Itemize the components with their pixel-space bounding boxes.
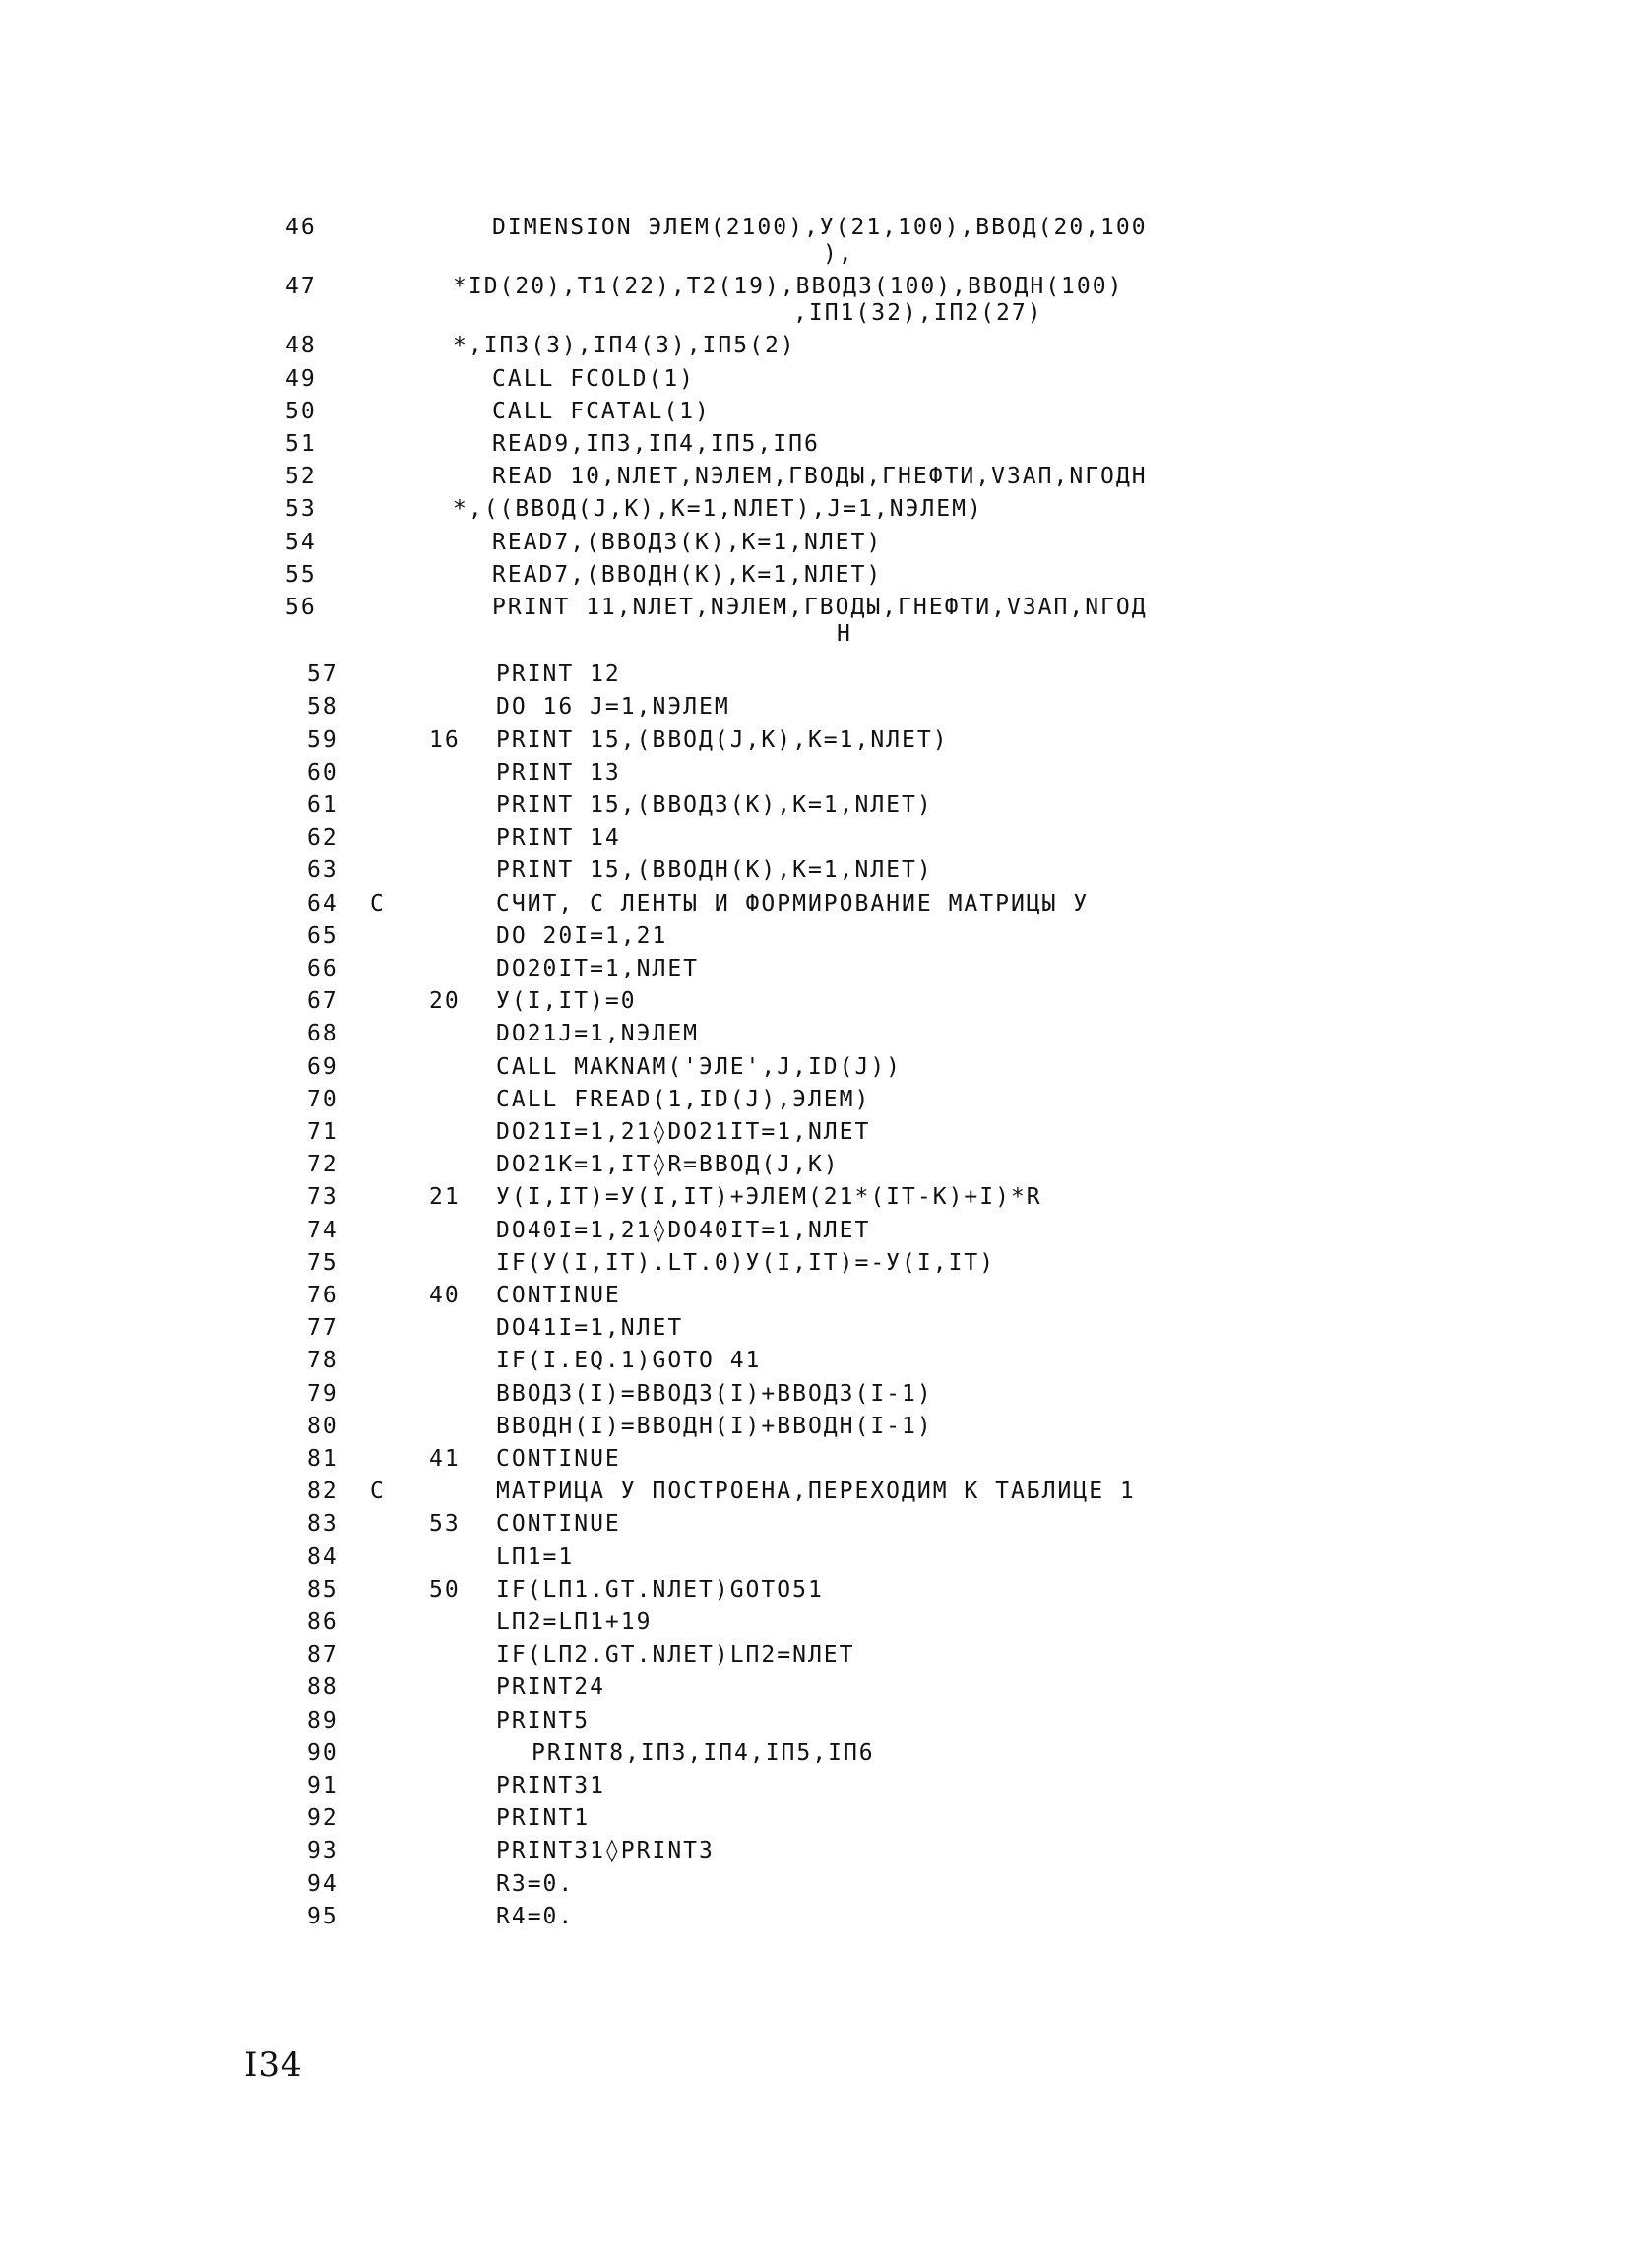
code-line [0,1378,1628,1410]
code-line [0,1639,1628,1670]
line-number: 65 [307,922,339,949]
code-text: READ 10,NЛЕТ,NЭЛЕМ,ГВОДЫ,ГНЕФТИ,VЗАП,NГОДН [492,464,1148,490]
line-number: 66 [307,956,339,981]
statement-label: 16 [429,726,461,753]
code-line [0,396,1628,427]
code-text: DO21K=1,IT◊R=ВВОД(J,K) [496,1152,840,1178]
code-text: CONTINUE [496,1511,621,1538]
line-number: 69 [307,1053,339,1080]
line-number: 88 [307,1674,339,1701]
code-text: PRINT 15,(ВВОДН(K),K=1,NЛЕТ) [496,857,933,884]
line-number: 80 [307,1413,339,1439]
code-line [0,1280,1628,1311]
code-text: *ID(20),T1(22),T2(19),ВВОДЗ(100),ВВОДН(100) [453,274,1124,300]
code-text: DO40I=1,21◊DO40IT=1,NЛЕТ [496,1217,871,1243]
line-number: 55 [285,561,317,588]
code-text: LП1=1 [496,1544,575,1570]
line-number: 56 [285,595,317,620]
code-line [0,1508,1628,1540]
code-line [0,985,1628,1017]
line-number: 85 [307,1576,339,1603]
code-line [0,822,1628,853]
code-text: LП2=LП1+19 [496,1609,653,1635]
line-number: 71 [307,1119,339,1145]
code-line [0,953,1628,984]
code-text: DO20IT=1,NЛЕТ [496,956,700,981]
code-line [0,1116,1628,1148]
line-number: 93 [307,1838,339,1864]
code-line [0,1868,1628,1900]
line-number: 89 [307,1707,339,1733]
code-text: *,((ВВОД(J,K),K=1,NЛЕТ),J=1,NЭЛЕМ) [453,496,983,523]
code-line [0,1411,1628,1442]
code-text: DO21I=1,21◊DO21IT=1,NЛЕТ [496,1119,871,1145]
line-number: 64 [307,890,339,916]
line-number: 75 [307,1249,339,1276]
code-text: DO21J=1,NЭЛЕМ [496,1021,700,1047]
code-line [0,527,1628,558]
code-line [0,1312,1628,1344]
code-text: ВВОДН(I)=ВВОДН(I)+ВВОДН(I-1) [496,1413,933,1439]
code-line [0,1574,1628,1606]
code-text: READ9,IП3,IП4,IП5,IП6 [492,431,820,457]
line-number: 60 [307,759,339,786]
code-line [0,1835,1628,1866]
code-line [0,493,1628,525]
line-number: 90 [307,1739,339,1766]
line-number: 57 [307,662,339,688]
comment-marker: C [370,890,386,916]
line-number: 67 [307,988,339,1015]
line-number: 68 [307,1021,339,1047]
line-number: 91 [307,1773,339,1798]
code-line [0,757,1628,788]
code-line [0,1901,1628,1932]
line-number: 72 [307,1152,339,1178]
code-line [0,1606,1628,1638]
code-text: PRINT 12 [496,662,621,688]
code-line [0,1247,1628,1279]
line-number: 58 [307,694,339,721]
line-number: 63 [307,857,339,884]
code-text: ВВОДЗ(I)=ВВОДЗ(I)+ВВОДЗ(I-1) [496,1380,933,1407]
code-line [0,1737,1628,1769]
code-line [0,592,1628,623]
code-text: READ7,(ВВОДН(K),K=1,NЛЕТ) [492,561,883,588]
code-text: CALL MAKNAM('ЭЛЕ',J,ID(J)) [496,1053,903,1080]
code-line [0,1476,1628,1507]
code-line [0,1084,1628,1115]
code-line [0,1149,1628,1180]
continuation-line: ), [823,241,854,267]
line-number: 49 [285,365,317,392]
statement-label: 21 [429,1184,461,1211]
line-number: 48 [285,333,317,359]
code-line [0,1051,1628,1083]
code-line [0,461,1628,492]
line-number: 54 [285,529,317,555]
line-number: 73 [307,1184,339,1211]
code-text: CONTINUE [496,1446,621,1472]
code-text: IF(I.EQ.1)GOTO 41 [496,1348,762,1374]
code-text: СЧИТ, С ЛЕНТЫ И ФОРМИРОВАНИЕ МАТРИЦЫ У [496,890,1090,916]
code-line [0,330,1628,361]
code-text: PRINT24 [496,1674,605,1701]
code-line [0,1802,1628,1834]
statement-label: 20 [429,988,461,1015]
line-number: 53 [285,496,317,523]
code-line [0,1705,1628,1736]
code-text: *,IП3(3),IП4(3),IП5(2) [453,333,796,359]
line-number: 61 [307,792,339,818]
code-text: PRINT8,IП3,IП4,IП5,IП6 [532,1739,875,1766]
code-text: R3=0. [496,1870,575,1897]
line-number: 59 [307,726,339,753]
line-number: 82 [307,1479,339,1505]
page-number: I34 [244,2046,303,2085]
code-text: READ7,(ВВОДЗ(K),K=1,NЛЕТ) [492,529,883,555]
code-line [0,854,1628,886]
code-text: IF(LП2.GT.NЛЕТ)LП2=NЛЕТ [496,1642,855,1669]
statement-label: 41 [429,1446,461,1472]
code-text: PRINT 14 [496,825,621,851]
code-text: R4=0. [496,1903,575,1929]
code-text: PRINT 15,(ВВОДЗ(K),K=1,NЛЕТ) [496,792,933,818]
code-line [0,1542,1628,1573]
line-number: 70 [307,1086,339,1112]
code-line [0,1181,1628,1213]
comment-marker: C [370,1479,386,1505]
code-text: PRINT1 [496,1805,591,1832]
code-text: PRINT31 [496,1773,605,1798]
line-number: 86 [307,1609,339,1635]
code-line [0,1671,1628,1703]
continuation-line: Н [837,621,852,647]
code-text: PRINT5 [496,1707,591,1733]
code-text: PRINT 13 [496,759,621,786]
code-line [0,659,1628,690]
code-text: PRINT 15,(ВВОД(J,K),K=1,NЛЕТ) [496,726,949,753]
line-number: 79 [307,1380,339,1407]
code-text: DO 16 J=1,NЭЛЕМ [496,694,730,721]
line-number: 94 [307,1870,339,1897]
line-number: 62 [307,825,339,851]
code-line [0,888,1628,919]
code-text: DO 20I=1,21 [496,922,668,949]
code-text: CALL FREAD(1,ID(J),ЭЛЕМ) [496,1086,871,1112]
code-text: IF(У(I,IT).LT.0)У(I,IT)=-У(I,IT) [496,1249,996,1276]
line-number: 78 [307,1348,339,1374]
line-number: 77 [307,1315,339,1342]
code-line [0,428,1628,460]
line-number: 87 [307,1642,339,1669]
line-number: 50 [285,398,317,424]
line-number: 81 [307,1446,339,1472]
code-line [0,559,1628,591]
code-line [0,789,1628,821]
code-text: CALL FCOLD(1) [492,365,696,392]
line-number: 84 [307,1544,339,1570]
line-number: 47 [285,274,317,300]
code-text: У(I,IT)=У(I,IT)+ЭЛЕМ(21*(IT-K)+I)*R [496,1184,1042,1211]
code-line [0,920,1628,952]
code-line [0,212,1628,243]
continuation-line: ,IП1(32),IП2(27) [793,300,1043,327]
code-text: CONTINUE [496,1283,621,1308]
statement-label: 50 [429,1576,461,1603]
statement-label: 53 [429,1511,461,1538]
code-line [0,1770,1628,1801]
code-line [0,1345,1628,1376]
code-text: CALL FCATAL(1) [492,398,711,424]
line-number: 46 [285,215,317,240]
code-text: У(I,IT)=0 [496,988,637,1015]
line-number: 52 [285,464,317,490]
line-number: 83 [307,1511,339,1538]
line-number: 74 [307,1217,339,1243]
code-text: DO41I=1,NЛЕТ [496,1315,684,1342]
line-number: 76 [307,1283,339,1308]
code-text: IF(LП1.GT.NЛЕТ)GOTO51 [496,1576,824,1603]
code-text: PRINT31◊PRINT3 [496,1838,715,1864]
code-line [0,691,1628,723]
code-line [0,1215,1628,1246]
line-number: 51 [285,431,317,457]
line-number: 95 [307,1903,339,1929]
code-line [0,1018,1628,1049]
code-line [0,724,1628,756]
code-text: DIMENSION ЭЛЕМ(2100),У(21,100),ВВОД(20,100 [492,215,1148,240]
statement-label: 40 [429,1283,461,1308]
code-line [0,363,1628,395]
code-text: МАТРИЦА У ПОСТРОЕНА,ПЕРЕХОДИМ К ТАБЛИЦЕ 1 [496,1479,1136,1505]
code-text: PRINT 11,NЛЕТ,NЭЛЕМ,ГВОДЫ,ГНЕФТИ,VЗАП,NГОД [492,595,1148,620]
code-line [0,1443,1628,1475]
line-number: 92 [307,1805,339,1832]
